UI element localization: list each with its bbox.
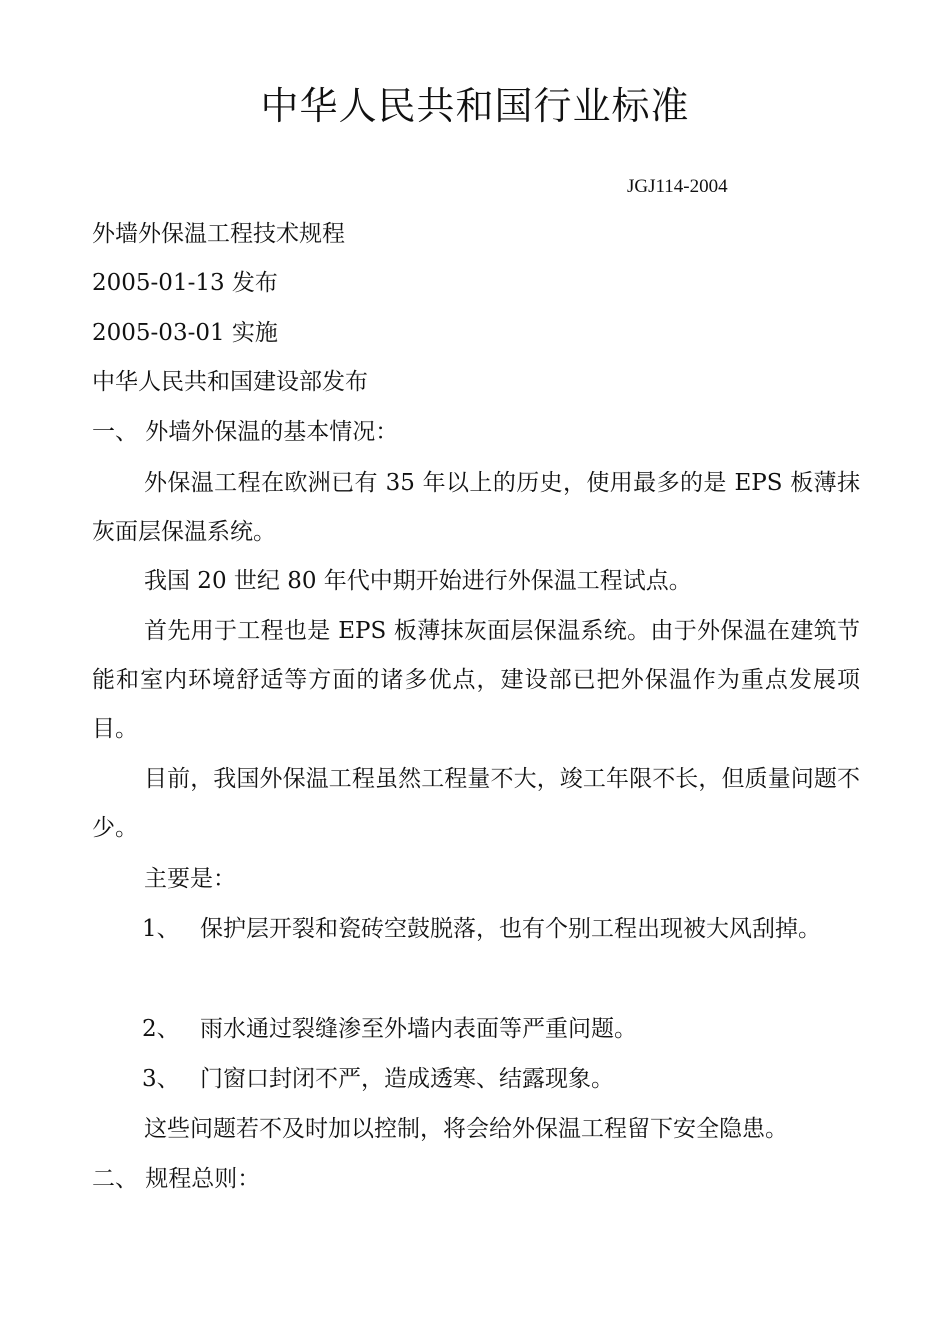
paragraph-5: 主要是： — [144, 866, 236, 892]
paragraph-3: 首先用于工程也是 EPS 板薄抹灰面层保温系统。由于外保温在建筑节能和室内环境舒适等方面的诸多优点，建设部已把外保温作为重点发展项目。 — [92, 618, 860, 742]
paragraph-6: 这些问题若不及时加以控制，将会给外保温工程留下安全隐患。 — [144, 1116, 788, 1142]
section-heading-1: 一、 外墙外保温的基本情况： — [92, 419, 399, 445]
list-item-text: 门窗口封闭不严，造成透寒、结露现象。 — [200, 1066, 614, 1092]
list-item-number: 2、 — [142, 1016, 180, 1042]
list-item — [142, 1055, 860, 1104]
list-item-text: 雨水通过裂缝渗至外墙内表面等严重问题。 — [200, 1016, 637, 1042]
issuer: 中华人民共和国建设部发布 — [92, 369, 368, 395]
document-name: 外墙外保温工程技术规程 — [92, 221, 345, 247]
list-item-number: 3、 — [142, 1066, 180, 1092]
page-title: 中华人民共和国行业标准 — [260, 84, 690, 128]
paragraph-4: 目前，我国外保温工程虽然工程量不大，竣工年限不长，但质量问题不少。 — [92, 766, 860, 841]
list-item — [142, 905, 860, 954]
list-item-text: 保护层开裂和瓷砖空鼓脱落，也有个别工程出现被大风刮掉。 — [200, 916, 821, 942]
list-item-number: 1、 — [142, 916, 180, 942]
standard-number: JGJ114-2004 — [627, 176, 728, 197]
paragraph-2: 我国 20 世纪 80 年代中期开始进行外保温工程试点。 — [144, 568, 692, 594]
paragraph-1: 外保温工程在欧洲已有 35 年以上的历史，使用最多的是 EPS 板薄抹灰面层保温系统。 — [92, 470, 860, 545]
effective-date: 2005-03-01 实施 — [92, 320, 278, 346]
list-item — [142, 1005, 860, 1054]
publish-date: 2005-01-13 发布 — [92, 270, 278, 296]
section-heading-2: 二、 规程总则： — [92, 1166, 261, 1192]
